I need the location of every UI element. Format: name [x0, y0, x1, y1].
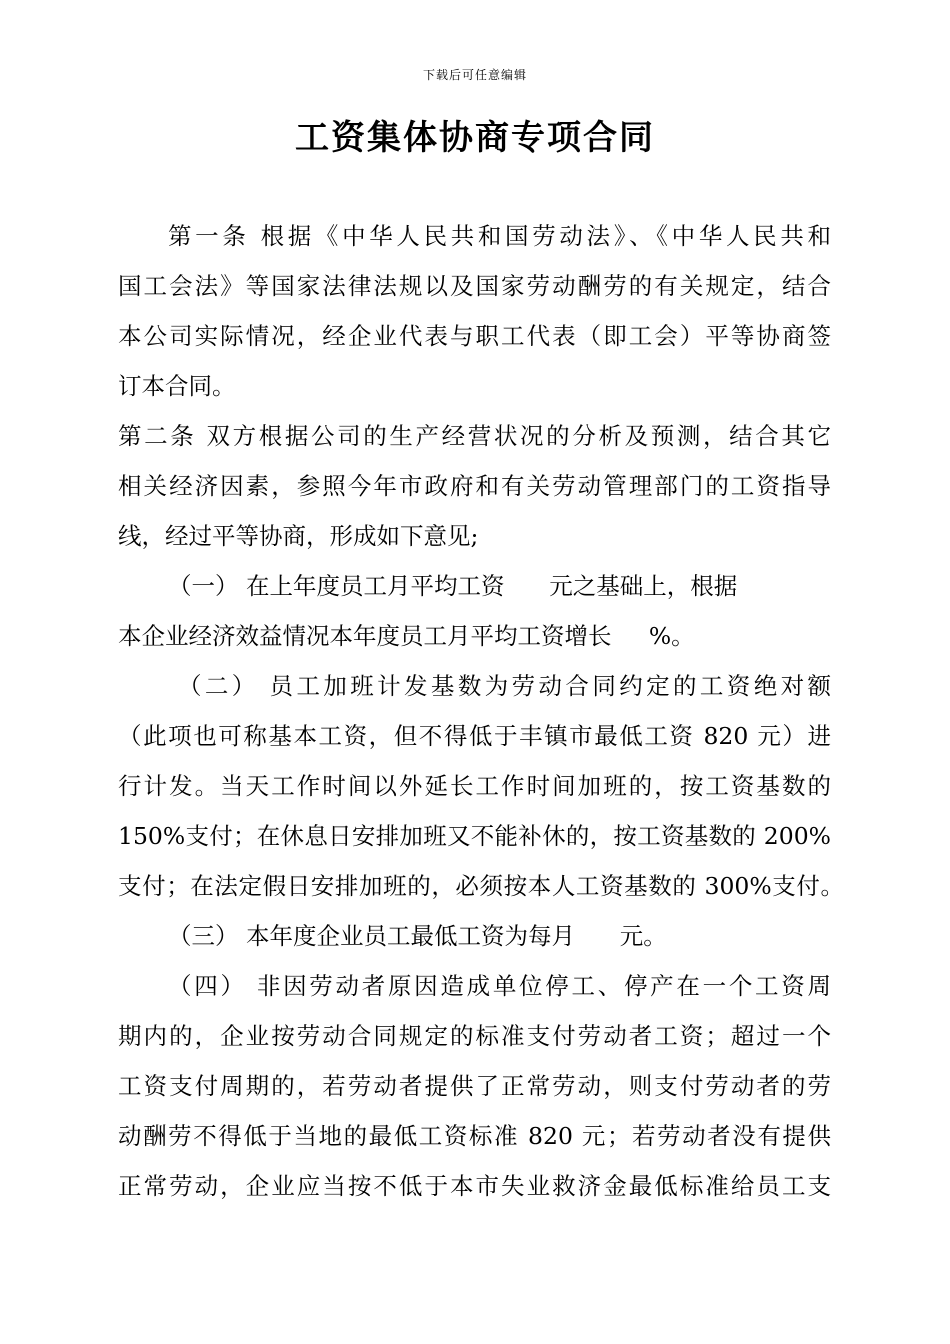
text-line: 期内的，企业按劳动合同规定的标准支付劳动者工资；超过一个	[118, 1022, 831, 1050]
text-line: 本公司实际情况，经企业代表与职工代表（即工会）平等协商签	[118, 322, 831, 350]
text-line: 动酬劳不得低于当地的最低工资标准 820 元；若劳动者没有提供	[118, 1122, 831, 1150]
text-line: 150%支付；在休息日安排加班又不能补休的，按工资基数的 200%	[118, 822, 831, 850]
text-line: （一） 在上年度员工月平均工资 元之基础上，根据	[168, 572, 738, 600]
header-note: 下载后可任意编辑	[422, 68, 527, 82]
text-line: 相关经济因素，参照今年市政府和有关劳动管理部门的工资指导	[118, 472, 831, 500]
text-line: 正常劳动，企业应当按不低于本市失业救济金最低标准给员工支	[118, 1172, 831, 1200]
text-line: （四） 非因劳动者原因造成单位停工、停产在一个工资周	[168, 972, 831, 1000]
text-line: 工资支付周期的，若劳动者提供了正常劳动，则支付劳动者的劳	[118, 1072, 831, 1100]
text-line: （此项也可称基本工资，但不得低于丰镇市最低工资 820 元）进	[118, 722, 831, 750]
text-line: 订本合同。	[118, 372, 236, 400]
text-line: 国工会法》等国家法律法规以及国家劳动酬劳的有关规定，结合	[118, 272, 831, 300]
text-line: （三） 本年度企业员工最低工资为每月 元。	[168, 922, 667, 950]
text-line: 第二条 双方根据公司的生产经营状况的分析及预测，结合其它	[118, 422, 831, 450]
text-line: 支付；在法定假日安排加班的，必须按本人工资基数的 300%支付。	[118, 872, 844, 900]
text-line: 第一条 根据《中华人民共和国劳动法》、《中华人民共和	[168, 222, 831, 250]
text-line: 本企业经济效益情况本年度员工月平均工资增长 %。	[118, 622, 695, 650]
text-line: （二） 员工加班计发基数为劳动合同约定的工资绝对额	[178, 672, 831, 700]
text-line: 行计发。当天工作时间以外延长工作时间加班的，按工资基数的	[118, 772, 831, 800]
document-title: 工资集体协商专项合同	[295, 118, 655, 158]
text-line: 线，经过平等协商，形成如下意见;	[118, 522, 479, 550]
